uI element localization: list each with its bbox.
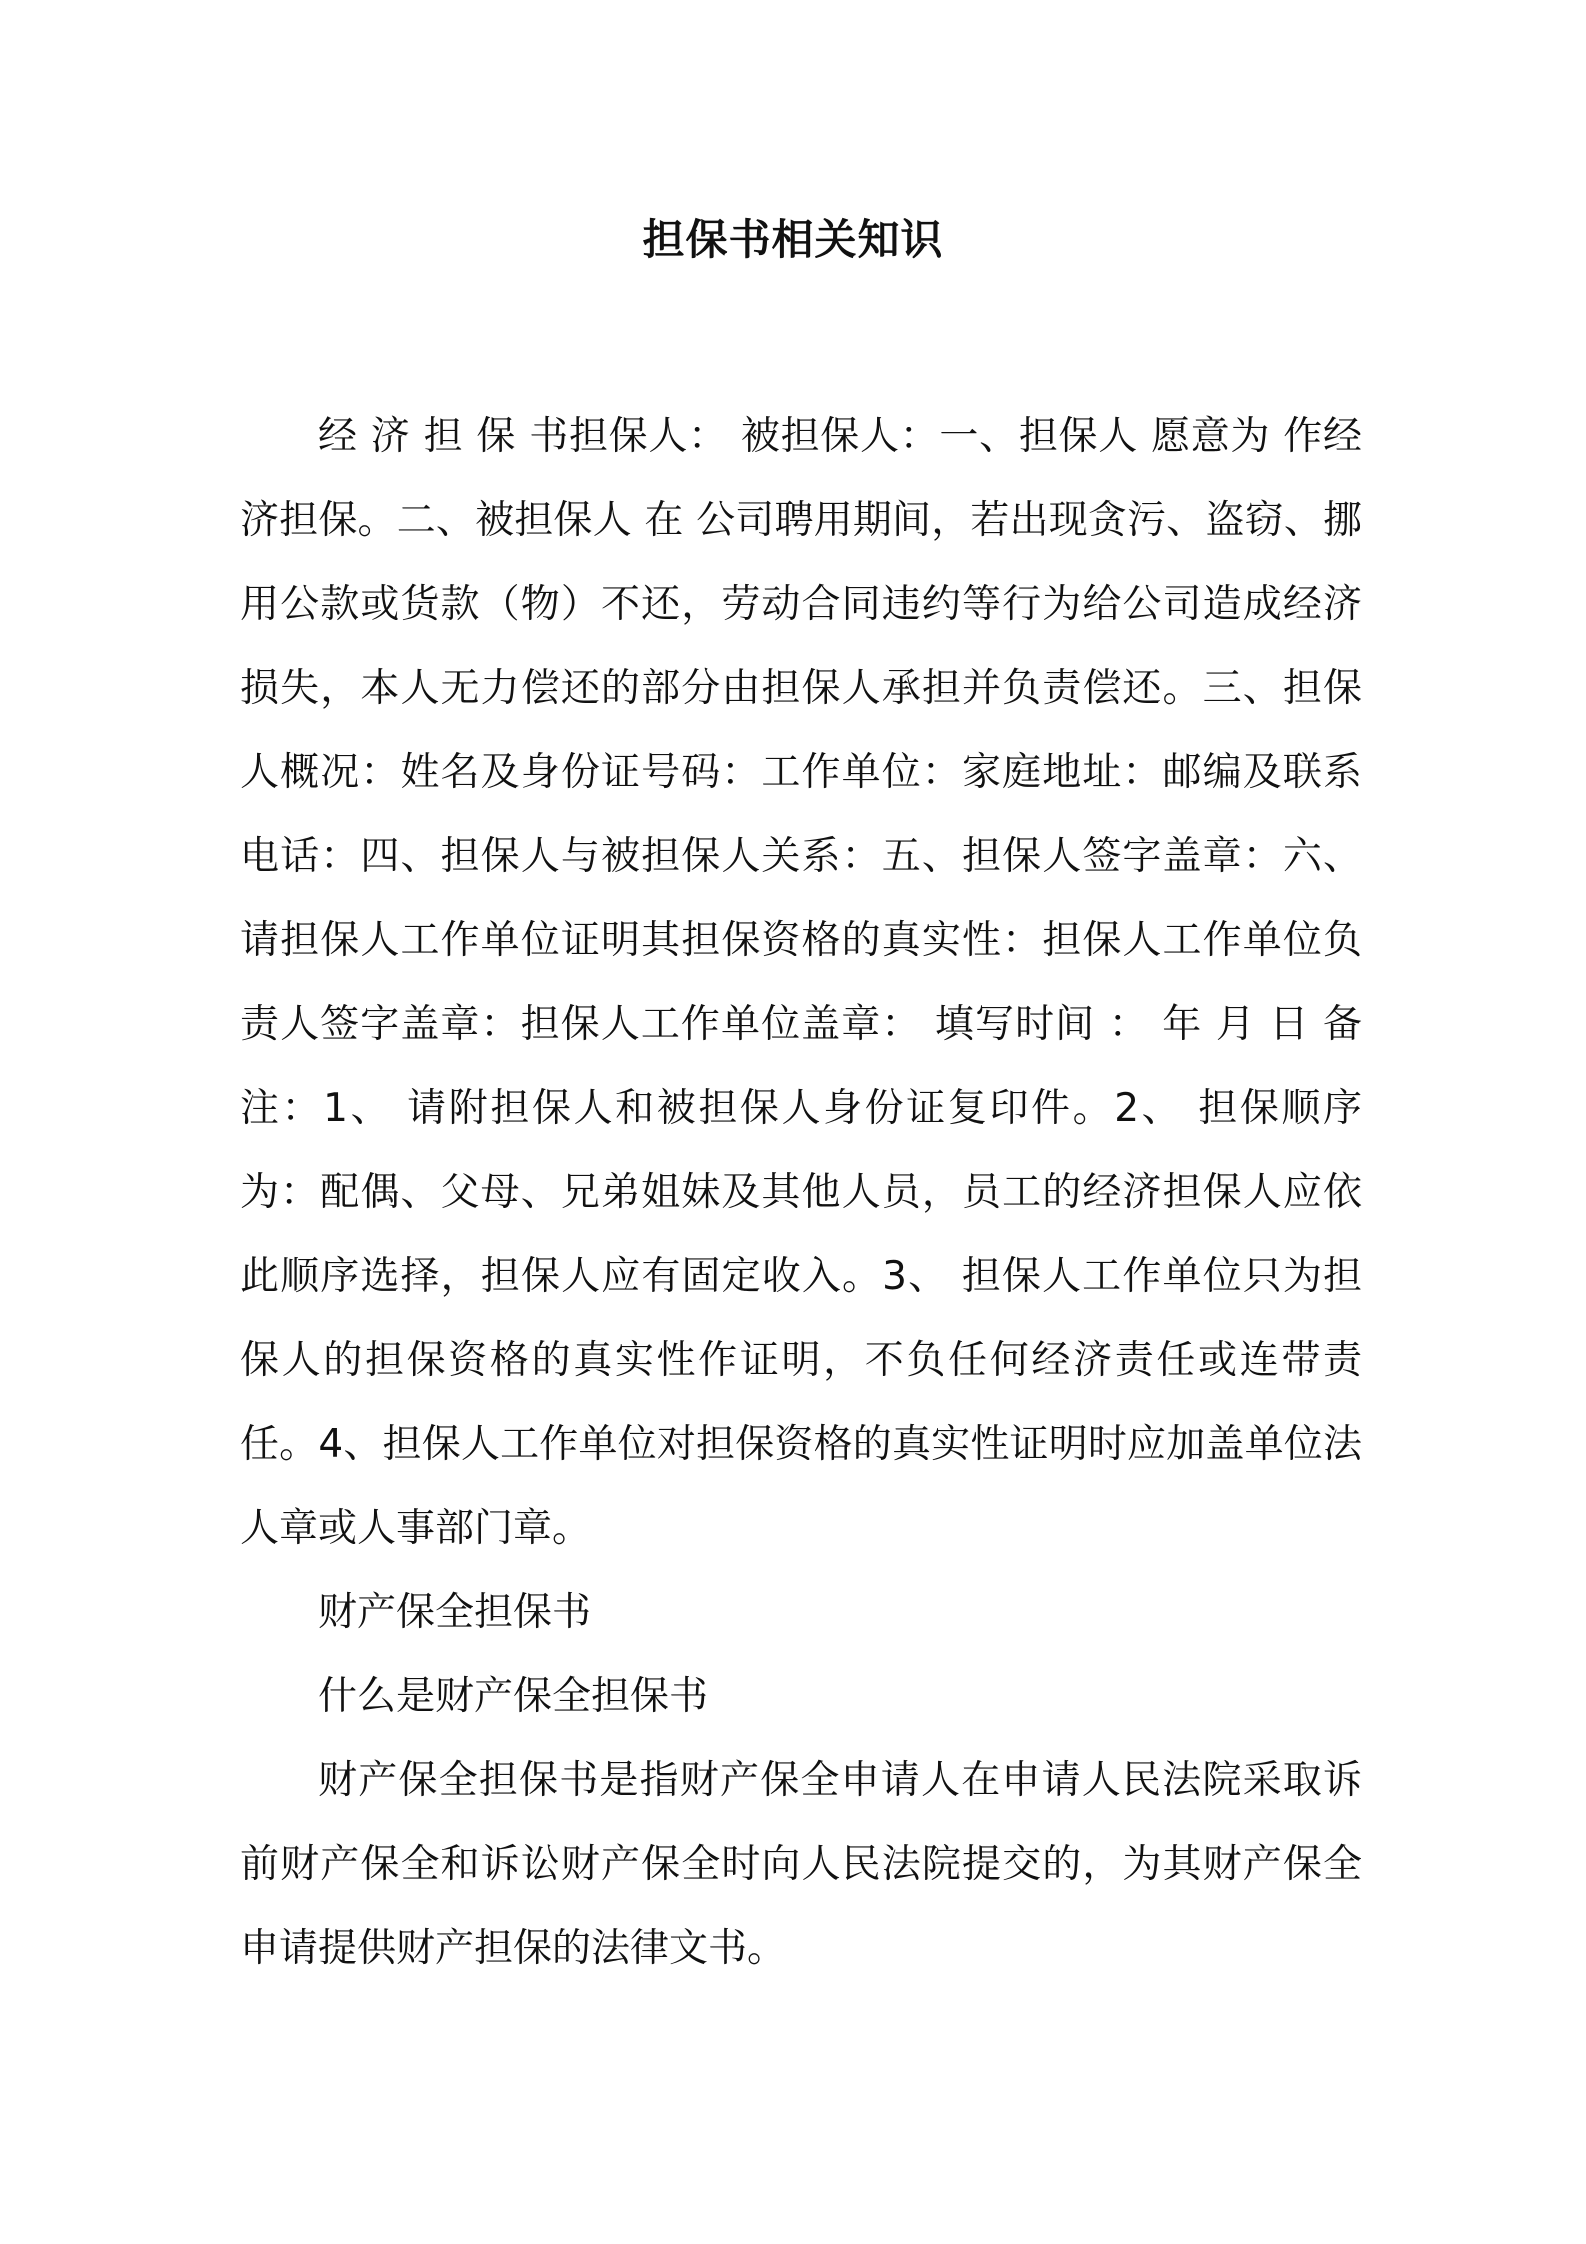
paragraph-question-what-is: 什么是财产保全担保书 — [318, 1674, 709, 1719]
document-body — [240, 395, 1362, 1991]
paragraph-definition: 财产保全担保书是指财产保全申请人在申请人民法院采取诉前财产保全和诉讼财产保全时向人民法院提交的，为其财产保全申请提供财产担保的法律文书。 — [240, 1758, 1362, 1971]
document-title: 担保书相关知识 — [642, 215, 944, 264]
paragraph-heading-property-preservation: 财产保全担保书 — [318, 1590, 592, 1635]
paragraph-guarantee-letter: 经 济 担 保 书担保人： 被担保人：一、担保人 愿意为 作经济担保。二、被担保人 在 公司聘用期间，若出现贪污、盗窃、挪用公款或货款（物）不还，劳动合同违约等行为给公司造成经济损失，本人无力偿还的部分由担保人承担并负责偿还。三、担保人概况：姓名及身份证号码：工作单位：家庭地址：邮编及联系电话：四、担保人与被担保人关系：五、担保人签字盖章：六、请担保人工作单位证明其担保资格的真实性：担保人工作单位负责人签字盖章：担保人工作单位盖章： 填写时间 ： 年 月 日 备注：1、 请附担保人和被担保人身份证复印件。2、 担保顺序为：配偶、父母、兄弟姐妹及其他人员，员工的经济担保人应依此顺序选择，担保人应有固定收入。3、 担保人工作单位只为担保人的担保资格的真实性作证明，不负任何经济责任或连带责任。4、担保人工作单位对担保资格的真实性证明时应加盖单位法人章或人事部门章。 — [240, 414, 1362, 1551]
